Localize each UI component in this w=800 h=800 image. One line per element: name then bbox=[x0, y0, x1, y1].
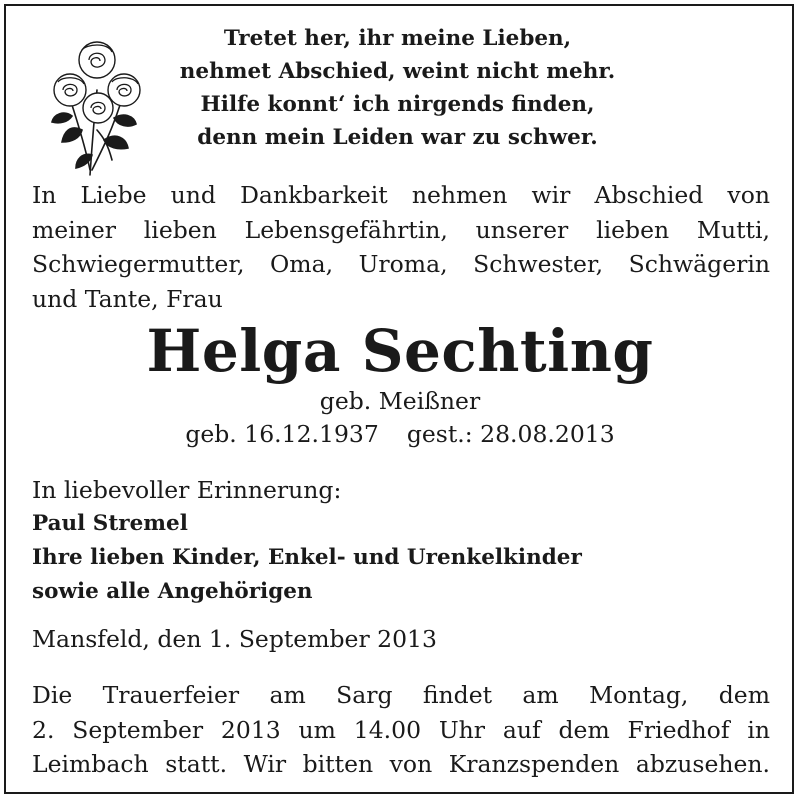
death-date: gest.: 28.08.2013 bbox=[406, 420, 615, 448]
life-dates bbox=[0, 418, 800, 450]
poem bbox=[160, 22, 635, 154]
poem-line: Tretet her, ihr meine Lieben, bbox=[223, 26, 572, 51]
poem-line: nehmet Abschied, weint nicht mehr. bbox=[179, 59, 616, 84]
roses-illustration-icon bbox=[42, 20, 152, 180]
funeral-info bbox=[32, 678, 770, 782]
poem-line: denn mein Leiden war zu schwer. bbox=[197, 125, 598, 150]
funeral-line: Leimbach statt. Wir bitten von Kranzspenden abzusehen. bbox=[32, 750, 770, 778]
intro-text bbox=[32, 178, 770, 316]
funeral-line: 2. September 2013 um 14.00 Uhr auf dem Friedhof in bbox=[32, 715, 770, 744]
birth-date: geb. 16.12.1937 bbox=[185, 420, 379, 448]
poem-line: Hilfe konnt‘ ich nirgends finden, bbox=[200, 92, 595, 117]
intro-line: In Liebe und Dankbarkeit nehmen wir Abschied von bbox=[32, 181, 770, 209]
place-date: Mansfeld, den 1. September 2013 bbox=[32, 625, 437, 653]
maiden-name: geb. Meißner bbox=[319, 387, 481, 415]
funeral-line: Die Trauerfeier am Sarg findet am Montag, dem bbox=[32, 681, 770, 709]
intro-line: meiner lieben Lebensgefährtin, unserer lieben Mutti, bbox=[32, 215, 770, 244]
mourner-name: Ihre lieben Kinder, Enkel- und Urenkelkinder bbox=[32, 545, 582, 570]
intro-line: Schwiegermutter, Oma, Uroma, Schwester, Schwägerin bbox=[32, 250, 770, 278]
mourner-name: sowie alle Angehörigen bbox=[32, 579, 313, 604]
mourner-name: Paul Stremel bbox=[32, 511, 188, 536]
mourners-block bbox=[32, 473, 770, 609]
deceased-name: Helga Sechting bbox=[146, 317, 654, 385]
mourners-heading: In liebevoller Erinnerung: bbox=[32, 476, 342, 504]
intro-line: und Tante, Frau bbox=[32, 284, 223, 313]
